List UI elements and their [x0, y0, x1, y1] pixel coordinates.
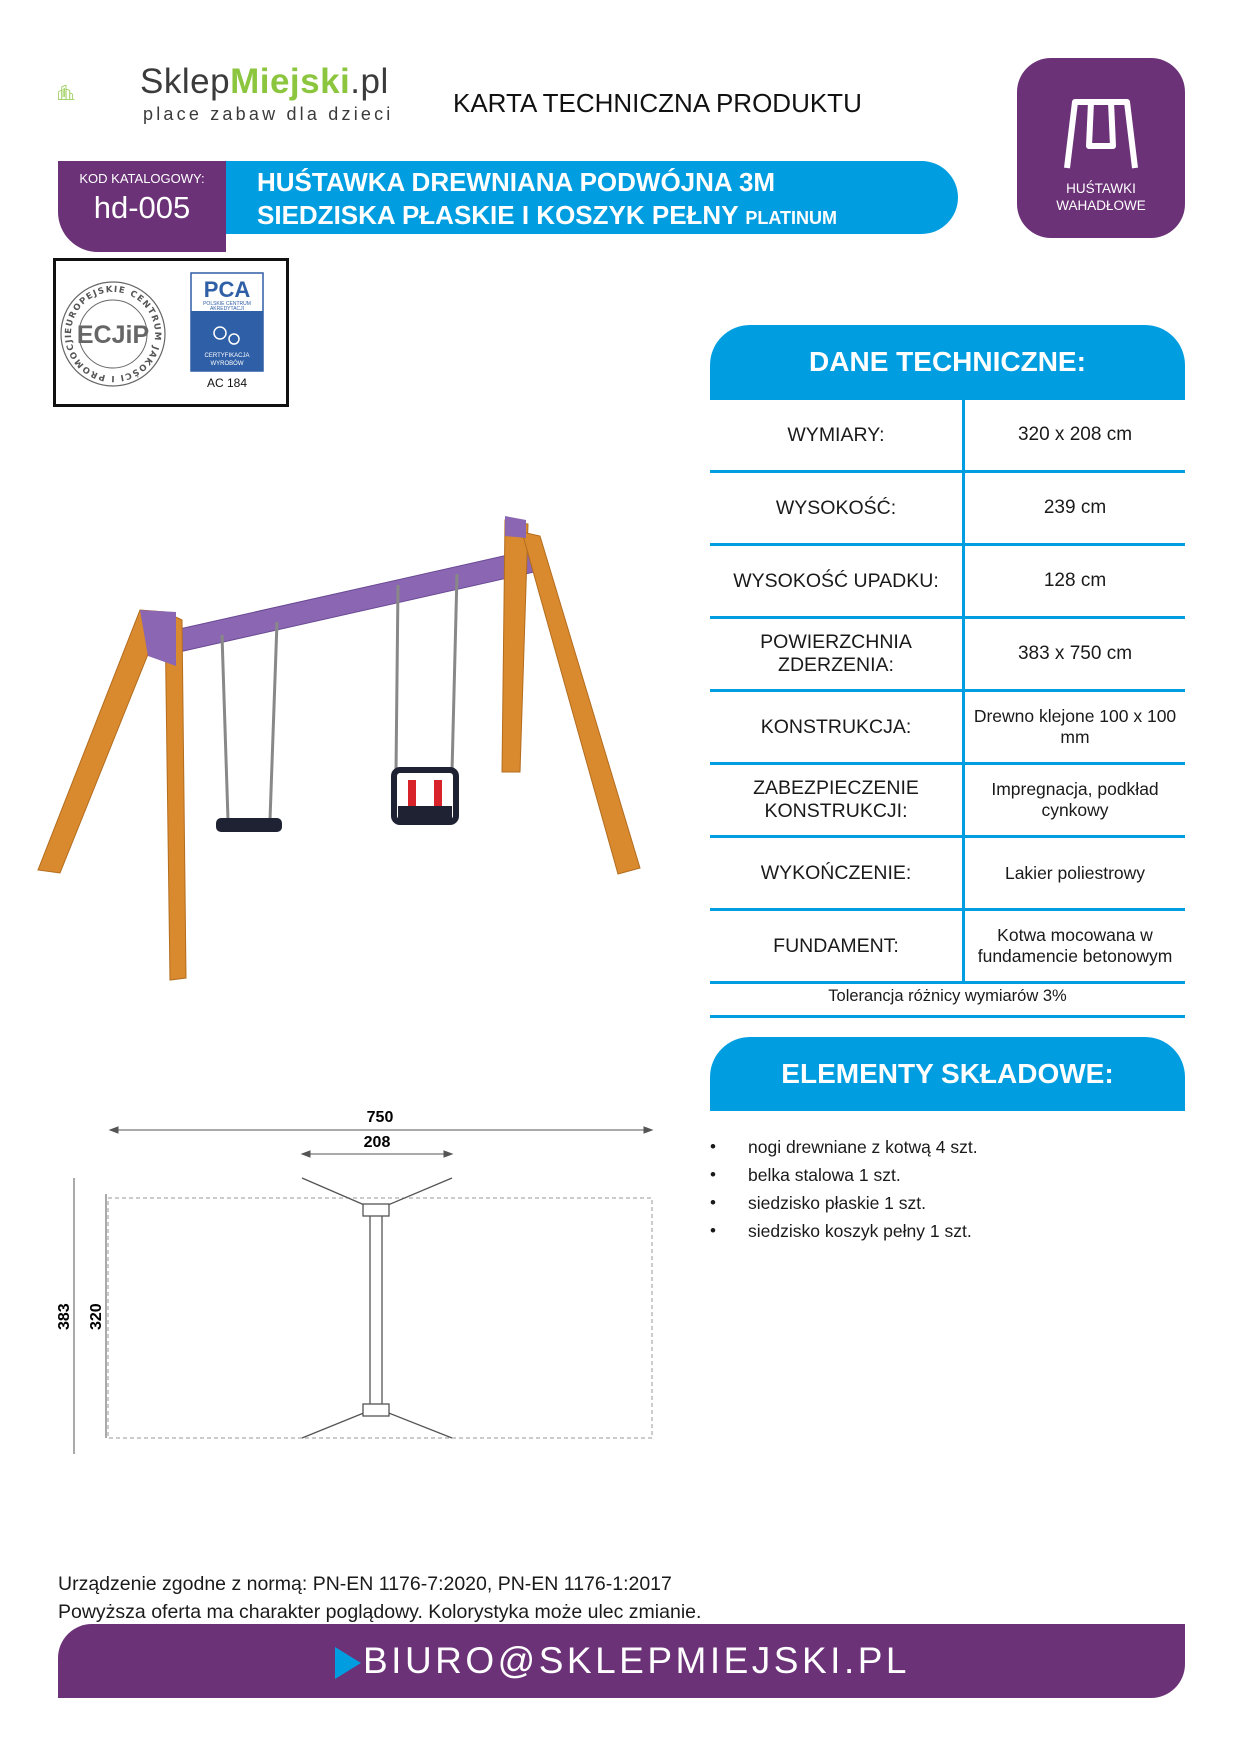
page-title: KARTA TECHNICZNA PRODUKTU [453, 88, 862, 118]
top-view-drawing [40, 1090, 660, 1510]
table-row: WYSOKOŚĆ UPADKU: 128 cm [710, 545, 1185, 618]
components-list [710, 1133, 978, 1245]
pca-logo: PCA [203, 277, 251, 302]
product-name: HUŚTAWKA DREWNIANA PODWÓJNA 3M SIEDZISKA PŁASKIE I KOSZYK PEŁNY PLATINUM [257, 167, 837, 230]
table-row: KONSTRUKCJA: Drewno klejone 100 x 100 mm [710, 691, 1185, 764]
list-item: • siedzisko koszyk pełny 1 szt. [710, 1217, 978, 1245]
technical-data-table [710, 397, 1185, 984]
dim-width-inner: 208 [363, 1134, 391, 1151]
pca-line3: CERTYFIKACJA [204, 353, 250, 359]
category-label: HUŚTAWKI WAHADŁOWE [1056, 181, 1146, 213]
certificates-logos [56, 261, 286, 404]
table-row: WYSOKOŚĆ: 239 cm [710, 472, 1185, 545]
logo-brand[interactable]: SklepMiejski.pl [140, 62, 389, 101]
play-arrow-icon [335, 1647, 361, 1679]
pca-code: AC 184 [206, 376, 248, 390]
logo-icon [58, 58, 138, 128]
dim-depth-inner: 320 [88, 1303, 105, 1330]
norm-note: Urządzenie zgodne z normą: PN-EN 1176-7:2020, PN-EN 1176-1:2017 Powyższa oferta ma charakter poglądowy. Kolorystyka może ulec zmianie. [58, 1573, 702, 1623]
tolerance-note: Tolerancja różnicy wymiarów 3% [710, 978, 1185, 1018]
catalog-code-label: KOD KATALOGOWY: [79, 171, 205, 186]
table-row: ZABEZPIECZENIE KONSTRUKCJI: Impregnacja, podkład cynkowy [710, 764, 1185, 837]
dim-width-outer: 750 [366, 1109, 394, 1126]
contact-email-link[interactable]: BIURO@SKLEPMIEJSKI.PL [363, 1640, 910, 1681]
table-row: POWIERZCHNIA ZDERZENIA: 383 x 750 cm [710, 618, 1185, 691]
list-item: • siedzisko płaskie 1 szt. [710, 1189, 978, 1217]
components-heading: ELEMENTY SKŁADOWE: [710, 1037, 1185, 1111]
swing-category-icon [1061, 96, 1141, 172]
pca-line1: POLSKIE CENTRUM [203, 301, 251, 307]
dim-depth-outer: 383 [56, 1303, 73, 1330]
table-row: WYKOŃCZENIE: Lakier poliestrowy [710, 837, 1185, 910]
certificates-box [53, 258, 289, 407]
pca-line4: WYROBÓW [210, 361, 244, 367]
list-item: • nogi drewniane z kotwą 4 szt. [710, 1133, 978, 1161]
logo-tagline: place zabaw dla dzieci [143, 104, 394, 124]
product-illustration [0, 490, 700, 1010]
ecjip-logo: ECJiP [76, 321, 150, 349]
list-item: • belka stalowa 1 szt. [710, 1161, 978, 1189]
pca-line2: AKREDYTACJI [209, 306, 245, 312]
technical-data-heading: DANE TECHNICZNE: [710, 325, 1185, 399]
ecjip-ring-text: EUROPEJSKIE CENTRUM JAKOŚCI I PROMOCJI [63, 284, 163, 384]
table-row: FUNDAMENT: Kotwa mocowana w fundamencie betonowym [710, 910, 1185, 983]
catalog-code: hd-005 [93, 190, 191, 225]
table-row: WYMIARY: 320 x 208 cm [710, 399, 1185, 472]
